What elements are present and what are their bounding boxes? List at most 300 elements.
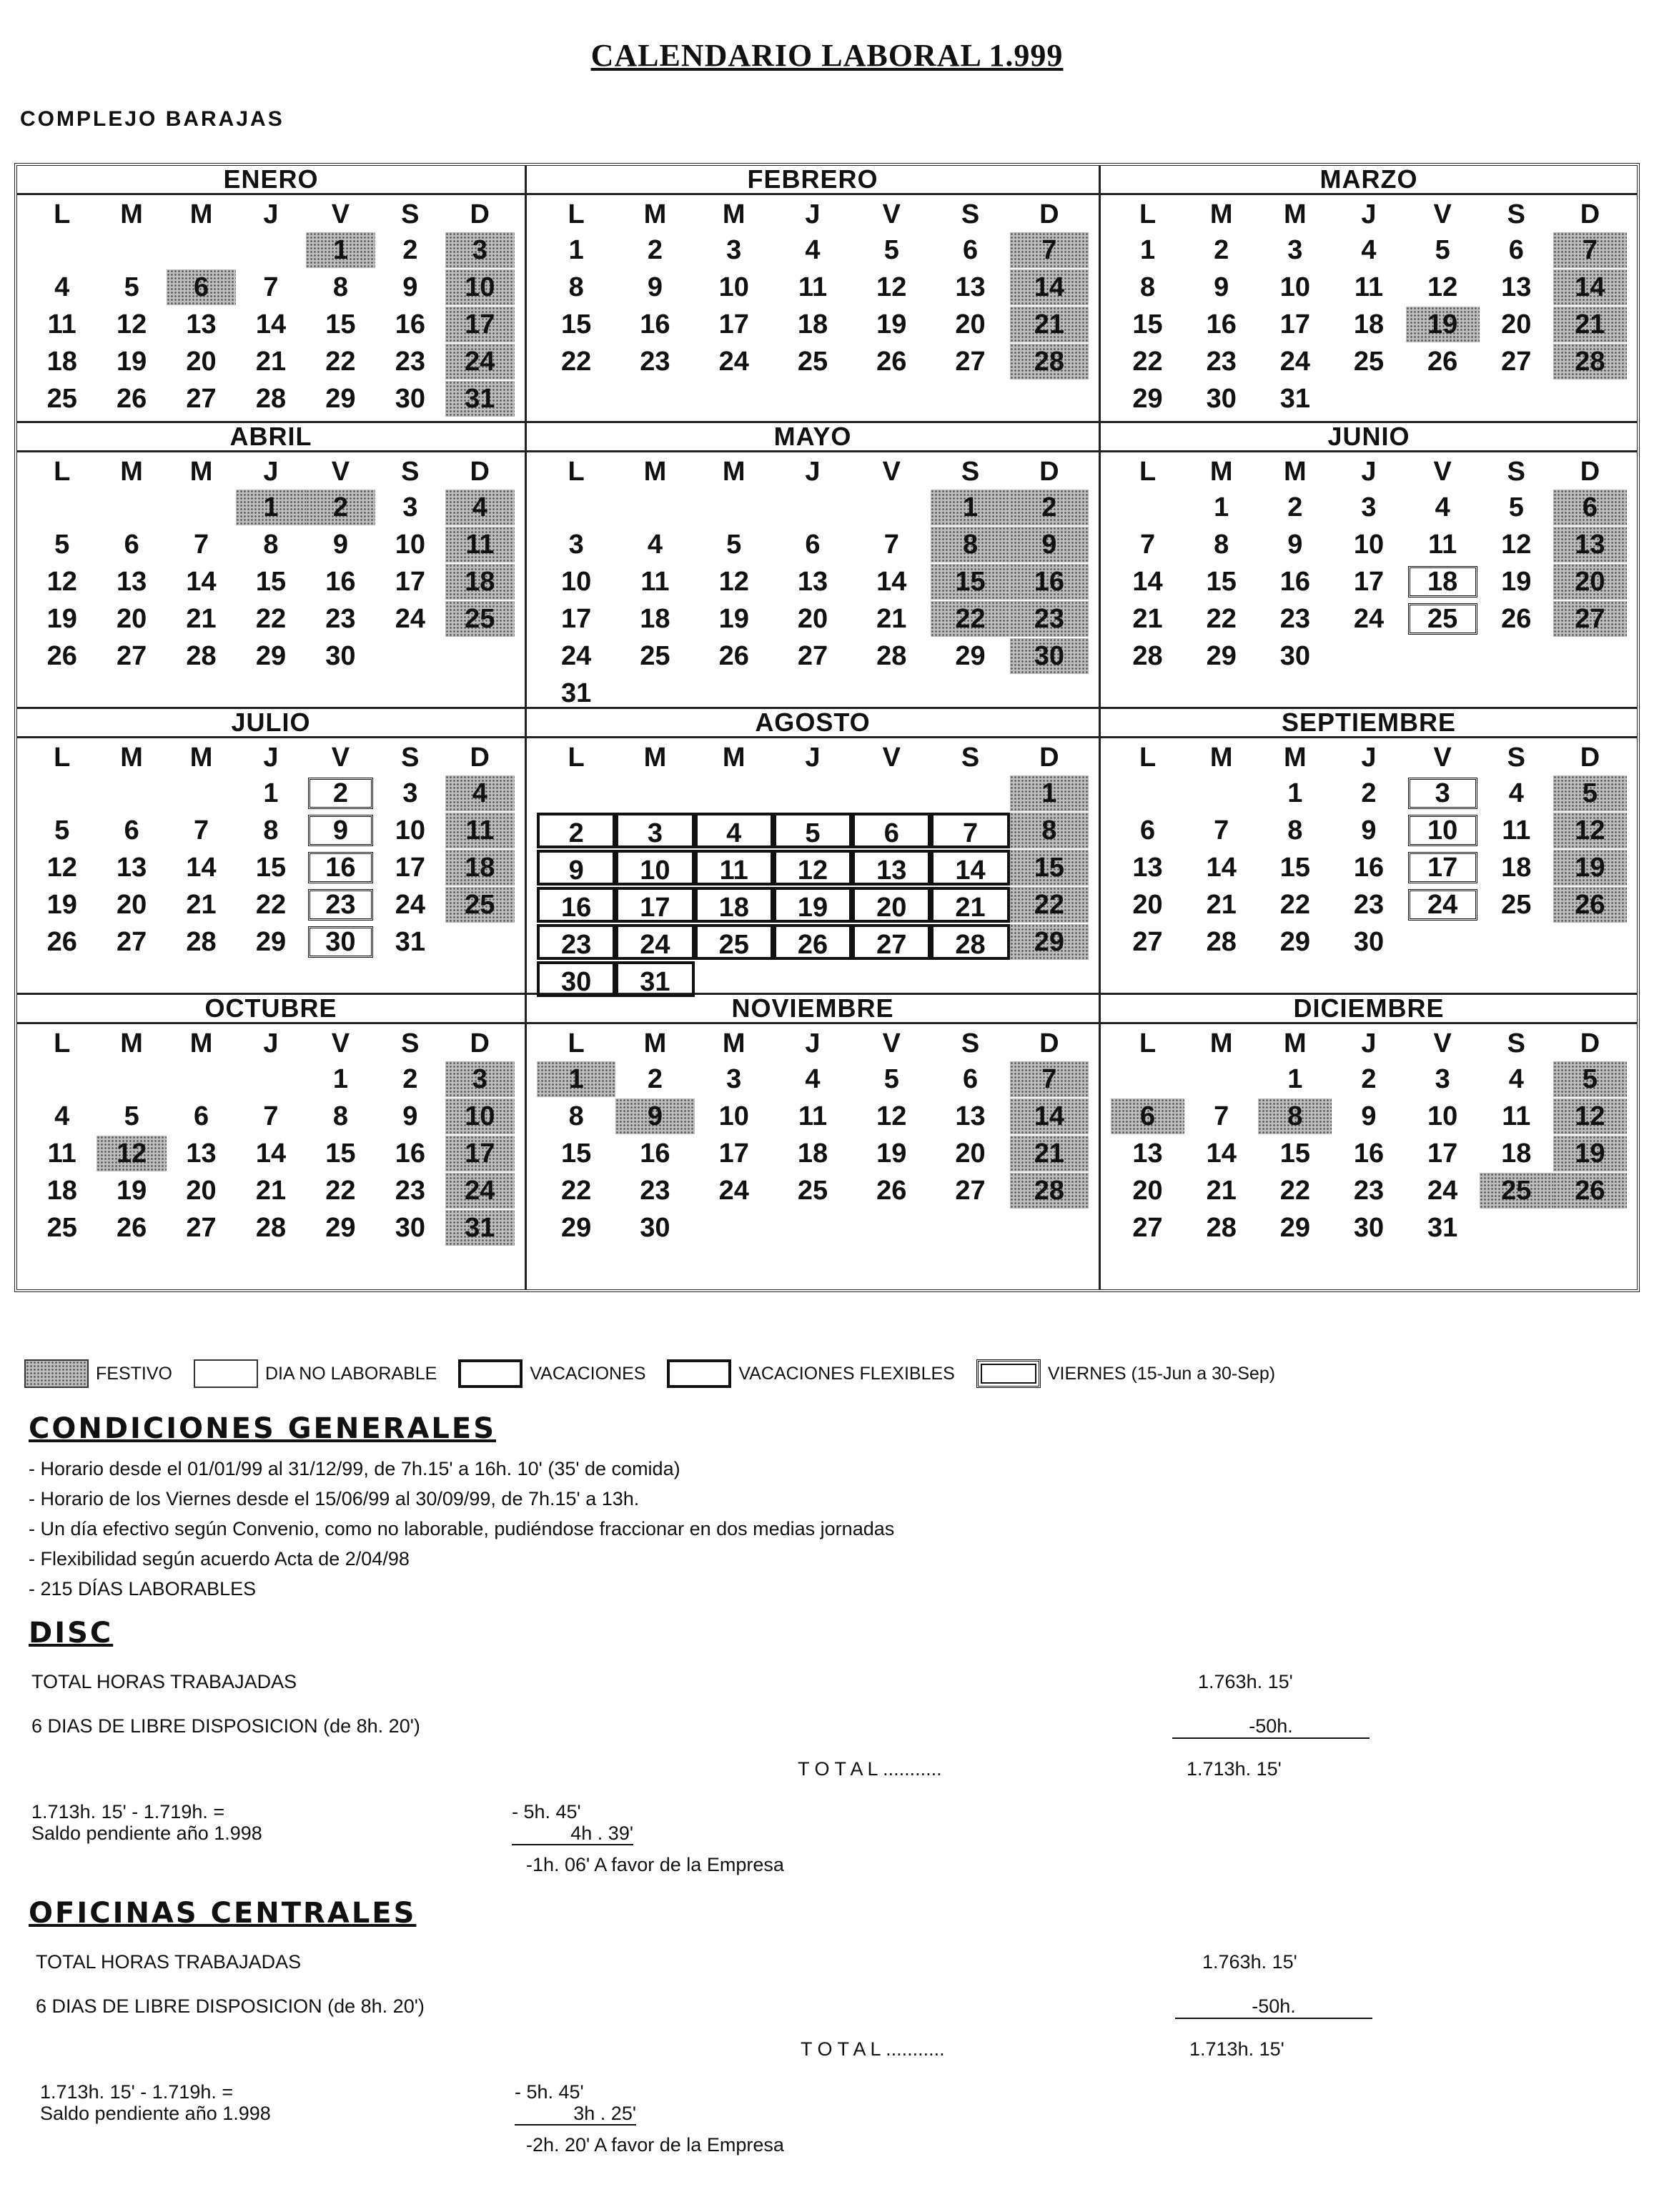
month-marzo xyxy=(1101,166,1637,423)
weekday-header: S xyxy=(961,1028,980,1058)
day-cell: 19 xyxy=(46,604,77,634)
day-cell: 1 xyxy=(236,490,305,525)
day-cell: 31 xyxy=(445,381,515,417)
day-cell: 14 xyxy=(1206,853,1237,883)
day-cell: 1 xyxy=(1140,235,1156,265)
day-cell: 28 xyxy=(1206,1213,1237,1243)
day-cell: 15 xyxy=(325,309,356,339)
weekday-header: L xyxy=(568,743,585,773)
day-cell: 27 xyxy=(116,927,147,957)
weekday-header: J xyxy=(805,743,821,773)
day-cell: 4 xyxy=(54,1101,70,1131)
disc-libre-value: -50h. xyxy=(1172,1715,1370,1739)
day-cell: 30 xyxy=(306,924,375,960)
weekday-header: M xyxy=(1284,1028,1307,1058)
day-cell: 10 xyxy=(615,850,694,886)
month-noviembre xyxy=(527,995,1101,1289)
day-cell: 3 xyxy=(1287,235,1303,265)
disc-total-label: T O T A L ........... xyxy=(798,1758,942,1780)
day-cell: 3 xyxy=(1435,1064,1450,1094)
month-days xyxy=(1101,452,1637,674)
oficinas-heading: OFICINAS CENTRALES xyxy=(29,1897,417,1930)
day-cell: 10 xyxy=(1406,813,1480,848)
legend-vacaciones-label: VACACIONES xyxy=(530,1363,646,1384)
day-cell: 27 xyxy=(852,924,931,960)
day-cell: 28 xyxy=(1132,641,1163,671)
oficinas-calc-result: -2h. 20' A favor de la Empresa xyxy=(526,2134,784,2156)
day-cell: 23 xyxy=(537,924,615,960)
day-cell: 15 xyxy=(561,1139,592,1169)
day-cell: 15 xyxy=(1279,853,1310,883)
day-cell: 13 xyxy=(1132,853,1163,883)
day-cell: 14 xyxy=(1132,567,1163,597)
day-cell: 2 xyxy=(306,775,375,811)
empty-cell xyxy=(167,775,236,811)
empty-cell xyxy=(1184,775,1258,811)
day-cell: 29 xyxy=(1206,641,1237,671)
month-name: JULIO xyxy=(17,709,525,738)
day-cell: 22 xyxy=(255,604,287,634)
legend-viernes xyxy=(976,1359,1275,1388)
day-cell: 6 xyxy=(1111,1098,1184,1134)
day-cell: 18 xyxy=(1353,309,1385,339)
day-cell: 1 xyxy=(1287,1064,1303,1094)
weekday-header: J xyxy=(1361,199,1377,229)
weekday-header: S xyxy=(401,743,420,773)
empty-cell xyxy=(236,232,305,268)
weekday-header: V xyxy=(331,457,350,487)
day-cell: 19 xyxy=(876,309,907,339)
day-cell: 17 xyxy=(1353,567,1385,597)
month-name: NOVIEMBRE xyxy=(527,995,1099,1024)
weekday-header: D xyxy=(1580,457,1600,487)
day-cell: 6 xyxy=(962,1064,979,1094)
day-cell: 6 xyxy=(193,1101,209,1131)
weekday-header: M xyxy=(643,457,667,487)
weekday-header: S xyxy=(961,743,980,773)
day-cell: 8 xyxy=(332,1101,348,1131)
weekday-header: V xyxy=(1433,1028,1452,1058)
weekday-header: M xyxy=(1284,743,1307,773)
day-cell: 31 xyxy=(1279,384,1310,414)
weekday-header: M xyxy=(643,743,667,773)
day-cell: 30 xyxy=(395,1213,425,1243)
day-cell: 12 xyxy=(876,272,907,302)
weekday-header: D xyxy=(470,743,490,773)
day-cell: 29 xyxy=(1132,384,1163,414)
day-cell: 22 xyxy=(1206,604,1237,634)
day-cell: 19 xyxy=(718,604,749,634)
day-cell: 8 xyxy=(263,815,279,845)
oficinas-calc-val2: 3h . 25' xyxy=(515,2103,636,2126)
day-cell: 7 xyxy=(883,530,899,560)
weekday-header: M xyxy=(722,457,746,487)
weekday-header: D xyxy=(470,457,490,487)
day-cell: 5 xyxy=(1553,775,1627,811)
legend-festivo-label: FESTIVO xyxy=(96,1363,172,1384)
disc-calc-line2: Saldo pendiente año 1.998 xyxy=(31,1822,262,1844)
weekday-header: L xyxy=(1139,743,1157,773)
month-days xyxy=(527,452,1099,711)
day-cell: 15 xyxy=(255,567,287,597)
day-cell: 24 xyxy=(445,344,515,380)
day-cell: 14 xyxy=(1010,1098,1089,1134)
day-cell: 7 xyxy=(263,272,279,302)
day-cell: 10 xyxy=(561,567,592,597)
day-cell: 1 xyxy=(1010,775,1089,811)
empty-cell xyxy=(615,490,694,525)
day-cell: 10 xyxy=(445,1098,515,1134)
day-cell: 4 xyxy=(445,775,515,811)
day-cell: 18 xyxy=(445,564,515,600)
weekday-header: V xyxy=(1433,743,1452,773)
day-cell: 25 xyxy=(445,887,515,923)
day-cell: 26 xyxy=(1553,887,1627,923)
oficinas-calc-label xyxy=(40,2081,271,2124)
weekday-header: M xyxy=(120,743,143,773)
condicion-item: - Un día efectivo según Convenio, como no laborable, pudiéndose fraccionar en dos medias jornadas xyxy=(29,1518,895,1539)
day-cell: 26 xyxy=(116,1213,147,1243)
month-mayo xyxy=(527,423,1101,709)
condiciones-list xyxy=(29,1454,894,1604)
day-cell: 20 xyxy=(1132,890,1163,920)
day-cell: 20 xyxy=(1501,309,1532,339)
day-cell: 20 xyxy=(1553,564,1627,600)
day-cell: 3 xyxy=(402,778,418,808)
weekday-header: S xyxy=(1507,457,1525,487)
day-cell: 2 xyxy=(647,1064,663,1094)
month-name: FEBRERO xyxy=(527,166,1099,195)
day-cell: 23 xyxy=(1206,347,1237,377)
day-cell: 4 xyxy=(1435,492,1450,522)
day-cell: 27 xyxy=(1553,601,1627,637)
day-cell: 6 xyxy=(1553,490,1627,525)
day-cell: 28 xyxy=(255,384,287,414)
weekday-header: S xyxy=(961,199,980,229)
day-cell: 3 xyxy=(1406,775,1480,811)
day-cell: 20 xyxy=(955,309,986,339)
day-cell: 7 xyxy=(1140,530,1156,560)
day-cell: 25 xyxy=(797,1176,828,1206)
weekday-header: M xyxy=(643,1028,667,1058)
day-cell: 3 xyxy=(726,235,742,265)
oficinas-calc-line2: Saldo pendiente año 1.998 xyxy=(40,2103,271,2124)
day-cell: 14 xyxy=(1553,269,1627,305)
day-cell: 8 xyxy=(568,272,584,302)
day-cell: 12 xyxy=(773,850,852,886)
month-name: ENERO xyxy=(17,166,525,195)
no-laborable-swatch xyxy=(194,1359,258,1388)
day-cell: 1 xyxy=(1214,492,1229,522)
day-cell: 2 xyxy=(1214,235,1229,265)
day-cell: 10 xyxy=(1353,530,1385,560)
day-cell: 7 xyxy=(193,530,209,560)
day-cell: 17 xyxy=(395,567,425,597)
day-cell: 9 xyxy=(647,272,663,302)
day-cell: 5 xyxy=(124,1101,139,1131)
day-cell: 18 xyxy=(797,309,828,339)
day-cell: 15 xyxy=(1010,850,1089,886)
day-cell: 7 xyxy=(1553,232,1627,268)
weekday-header: M xyxy=(643,199,667,229)
document-subtitle: COMPLEJO BARAJAS xyxy=(20,107,284,131)
empty-cell xyxy=(695,775,773,811)
month-septiembre xyxy=(1101,709,1637,995)
day-cell: 22 xyxy=(255,890,287,920)
day-cell: 13 xyxy=(852,850,931,886)
day-cell: 14 xyxy=(876,567,907,597)
day-cell: 1 xyxy=(537,1061,615,1097)
day-cell: 22 xyxy=(1132,347,1163,377)
day-cell: 22 xyxy=(1010,887,1089,923)
day-cell: 17 xyxy=(445,1136,515,1171)
day-cell: 27 xyxy=(186,384,217,414)
day-cell: 14 xyxy=(931,850,1009,886)
day-cell: 22 xyxy=(1279,1176,1310,1206)
legend-vacaciones-flexibles xyxy=(667,1359,954,1388)
month-octubre xyxy=(17,995,527,1289)
day-cell: 26 xyxy=(1553,1173,1627,1209)
weekday-header: J xyxy=(263,743,279,773)
day-cell: 30 xyxy=(325,641,356,671)
day-cell: 5 xyxy=(124,272,139,302)
weekday-header: D xyxy=(1039,199,1059,229)
day-cell: 17 xyxy=(718,309,749,339)
day-cell: 10 xyxy=(395,530,425,560)
day-cell: 24 xyxy=(1279,347,1310,377)
day-cell: 6 xyxy=(805,530,821,560)
weekday-header: V xyxy=(882,199,901,229)
day-cell: 17 xyxy=(561,604,592,634)
disc-calc-label xyxy=(31,1801,262,1844)
month-name: JUNIO xyxy=(1101,423,1637,452)
day-cell: 9 xyxy=(332,530,348,560)
day-cell: 23 xyxy=(1353,890,1385,920)
day-cell: 16 xyxy=(537,887,615,923)
day-cell: 26 xyxy=(46,927,77,957)
day-cell: 18 xyxy=(46,1176,77,1206)
day-cell: 11 xyxy=(798,1101,828,1131)
day-cell: 16 xyxy=(306,850,375,886)
day-cell: 14 xyxy=(255,309,287,339)
empty-cell xyxy=(96,775,166,811)
weekday-header: M xyxy=(120,199,143,229)
day-cell: 6 xyxy=(1508,235,1524,265)
weekday-header: D xyxy=(1580,199,1600,229)
day-cell: 28 xyxy=(1010,344,1089,380)
day-cell: 21 xyxy=(1010,307,1089,342)
weekday-header: M xyxy=(1284,457,1307,487)
weekday-header: L xyxy=(568,1028,585,1058)
day-cell: 13 xyxy=(1501,272,1532,302)
day-cell: 22 xyxy=(561,347,592,377)
day-cell: 10 xyxy=(395,815,425,845)
day-cell: 15 xyxy=(325,1139,356,1169)
day-cell: 11 xyxy=(47,309,76,339)
day-cell: 12 xyxy=(1553,813,1627,848)
empty-cell xyxy=(615,775,694,811)
oficinas-calc-line1: 1.713h. 15' - 1.719h. = xyxy=(40,2081,234,2103)
day-cell: 16 xyxy=(640,1139,670,1169)
month-days xyxy=(1101,738,1637,960)
weekday-header: V xyxy=(1433,199,1452,229)
day-cell: 4 xyxy=(805,1064,821,1094)
day-cell: 8 xyxy=(931,527,1009,562)
day-cell: 6 xyxy=(962,235,979,265)
day-cell: 25 xyxy=(1501,890,1532,920)
day-cell: 28 xyxy=(1206,927,1237,957)
empty-cell xyxy=(167,232,236,268)
day-cell: 4 xyxy=(1361,235,1377,265)
day-cell: 11 xyxy=(445,527,515,562)
month-diciembre xyxy=(1101,995,1637,1289)
weekday-header: J xyxy=(805,1028,821,1058)
disc-calc-val2: 4h . 39' xyxy=(512,1822,633,1845)
empty-cell xyxy=(27,775,96,811)
weekday-header: M xyxy=(1209,743,1233,773)
day-cell: 11 xyxy=(1502,1101,1531,1131)
day-cell: 27 xyxy=(797,641,828,671)
day-cell: 8 xyxy=(1010,813,1089,848)
day-cell: 12 xyxy=(1501,530,1532,560)
day-cell: 21 xyxy=(186,604,217,634)
month-days xyxy=(527,738,1099,997)
day-cell: 8 xyxy=(568,1101,584,1131)
day-cell: 13 xyxy=(116,853,147,883)
empty-cell xyxy=(852,490,931,525)
oficinas-total-horas-value: 1.763h. 15' xyxy=(1202,1951,1297,1973)
day-cell: 12 xyxy=(876,1101,907,1131)
day-cell: 23 xyxy=(306,887,375,923)
weekday-header: V xyxy=(882,743,901,773)
day-cell: 20 xyxy=(186,347,217,377)
day-cell: 15 xyxy=(255,853,287,883)
day-cell: 11 xyxy=(695,850,773,886)
day-cell: 21 xyxy=(1553,307,1627,342)
day-cell: 30 xyxy=(395,384,425,414)
day-cell: 9 xyxy=(1361,815,1377,845)
day-cell: 25 xyxy=(797,347,828,377)
day-cell: 17 xyxy=(718,1139,749,1169)
day-cell: 29 xyxy=(561,1213,592,1243)
day-cell: 9 xyxy=(1010,527,1089,562)
day-cell: 8 xyxy=(332,272,348,302)
day-cell: 24 xyxy=(561,641,592,671)
day-cell: 20 xyxy=(1132,1176,1163,1206)
day-cell: 27 xyxy=(955,1176,986,1206)
day-cell: 19 xyxy=(773,887,852,923)
weekday-header: J xyxy=(263,1028,279,1058)
day-cell: 28 xyxy=(876,641,907,671)
day-cell: 15 xyxy=(1132,309,1163,339)
day-cell: 18 xyxy=(46,347,77,377)
empty-cell xyxy=(537,775,615,811)
day-cell: 19 xyxy=(46,890,77,920)
day-cell: 31 xyxy=(395,927,425,957)
weekday-header: M xyxy=(1284,199,1307,229)
day-cell: 10 xyxy=(1427,1101,1458,1131)
day-cell: 14 xyxy=(1010,269,1089,305)
day-cell: 30 xyxy=(1279,641,1310,671)
legend-festivo xyxy=(24,1359,172,1388)
day-cell: 18 xyxy=(1501,1139,1532,1169)
day-cell: 7 xyxy=(193,815,209,845)
day-cell: 10 xyxy=(1279,272,1310,302)
month-days xyxy=(1101,1024,1637,1246)
day-cell: 27 xyxy=(955,347,986,377)
day-cell: 28 xyxy=(1553,344,1627,380)
day-cell: 2 xyxy=(647,235,663,265)
day-cell: 6 xyxy=(124,815,139,845)
viernes-swatch xyxy=(976,1359,1041,1388)
disc-calc-line1: 1.713h. 15' - 1.719h. = xyxy=(31,1801,225,1822)
day-cell: 24 xyxy=(1353,604,1385,634)
day-cell: 4 xyxy=(445,490,515,525)
day-cell: 3 xyxy=(726,1064,742,1094)
day-cell: 3 xyxy=(445,232,515,268)
day-cell: 12 xyxy=(46,567,77,597)
day-cell: 19 xyxy=(1553,850,1627,886)
day-cell: 20 xyxy=(186,1176,217,1206)
day-cell: 7 xyxy=(1010,1061,1089,1097)
oficinas-libre-value: -50h. xyxy=(1175,1995,1372,2019)
day-cell: 31 xyxy=(445,1210,515,1246)
month-name: MAYO xyxy=(527,423,1099,452)
day-cell: 21 xyxy=(1206,890,1237,920)
weekday-header: L xyxy=(1139,199,1157,229)
festivo-swatch xyxy=(24,1359,89,1388)
day-cell: 25 xyxy=(445,601,515,637)
month-agosto xyxy=(527,709,1101,995)
day-cell: 30 xyxy=(537,961,615,997)
day-cell: 28 xyxy=(186,927,217,957)
day-cell: 3 xyxy=(1361,492,1377,522)
weekday-header: L xyxy=(54,743,71,773)
day-cell: 16 xyxy=(1353,853,1385,883)
weekday-header: M xyxy=(189,743,213,773)
month-junio xyxy=(1101,423,1637,709)
day-cell: 28 xyxy=(186,641,217,671)
empty-cell xyxy=(167,1061,236,1097)
empty-cell xyxy=(773,490,852,525)
day-cell: 30 xyxy=(1010,638,1089,674)
day-cell: 5 xyxy=(54,530,70,560)
day-cell: 8 xyxy=(1258,1098,1332,1134)
weekday-header: L xyxy=(568,199,585,229)
month-name: SEPTIEMBRE xyxy=(1101,709,1637,738)
day-cell: 17 xyxy=(1279,309,1310,339)
empty-cell xyxy=(27,1061,96,1097)
day-cell: 3 xyxy=(568,530,584,560)
day-cell: 11 xyxy=(445,813,515,848)
weekday-header: L xyxy=(54,1028,71,1058)
day-cell: 12 xyxy=(116,309,147,339)
day-cell: 27 xyxy=(1132,1213,1163,1243)
day-cell: 4 xyxy=(54,272,70,302)
condicion-item: - Flexibilidad según acuerdo Acta de 2/04/98 xyxy=(29,1548,410,1569)
weekday-header: V xyxy=(1433,457,1452,487)
day-cell: 29 xyxy=(955,641,986,671)
day-cell: 24 xyxy=(445,1173,515,1209)
day-cell: 17 xyxy=(615,887,694,923)
month-days xyxy=(527,1024,1099,1246)
weekday-header: S xyxy=(401,457,420,487)
weekday-header: L xyxy=(568,457,585,487)
day-cell: 5 xyxy=(54,815,70,845)
weekday-header: J xyxy=(1361,743,1377,773)
day-cell: 7 xyxy=(931,813,1009,848)
legend xyxy=(24,1358,1297,1389)
